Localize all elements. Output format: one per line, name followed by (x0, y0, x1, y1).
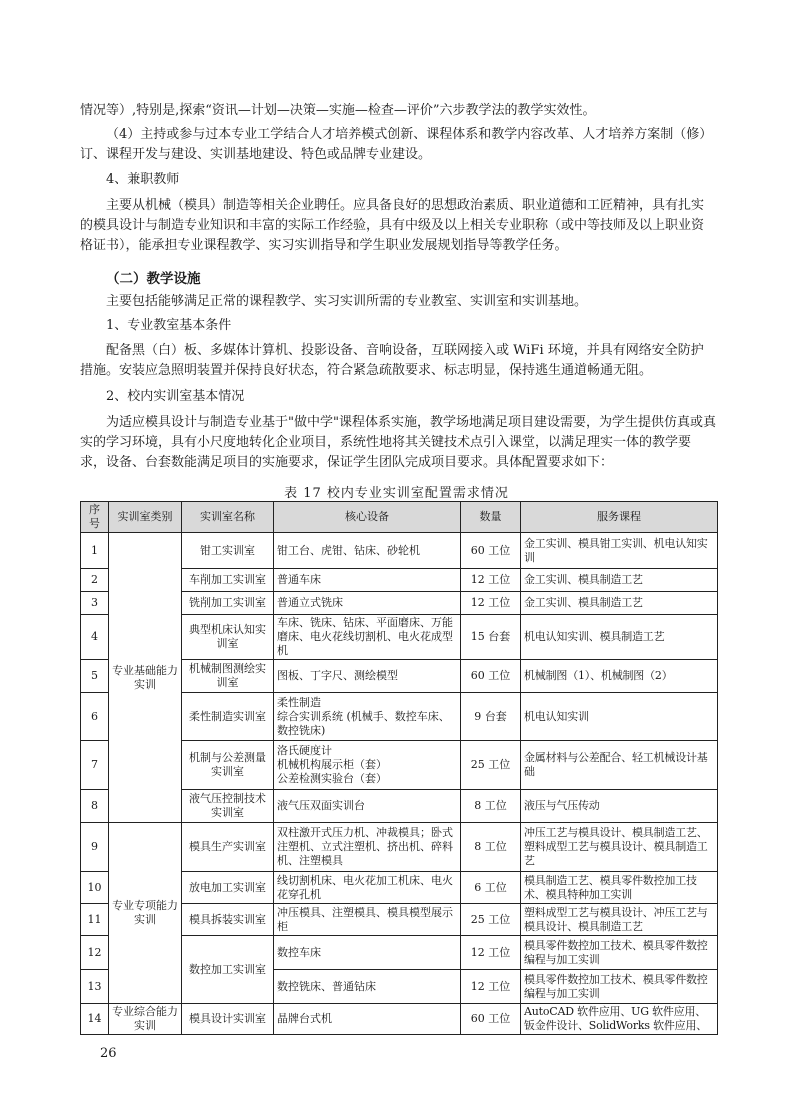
section-heading-teaching-facilities: （二）教学设施 (106, 271, 201, 287)
cell-courses: 金属材料与公差配合、轻工机械设计基础 (521, 741, 718, 790)
header-core-equipment: 核心设备 (274, 502, 461, 533)
cell-room-name: 放电加工实训室 (182, 872, 274, 904)
cell-courses: 模具零件数控加工技术、模具零件数控编程与加工实训 (521, 936, 718, 970)
cell-room-name: 典型机床认知实训室 (182, 615, 274, 660)
cell-no: 5 (81, 660, 109, 693)
cell-no: 6 (81, 693, 109, 741)
cell-courses: 金工实训、模具制造工艺 (521, 592, 718, 615)
cell-courses: 冲压工艺与模具设计、模具制造工艺、塑料成型工艺与模具设计、模具制造工艺 (521, 823, 718, 872)
table-header-row (81, 502, 718, 533)
cell-equipment: 普通车床 (274, 569, 461, 592)
cell-equipment: 洛氏硬度计 机械机构展示柜（套） 公差检测实验台（套） (274, 741, 461, 790)
cell-equipment: 数控铣床、普通钻床 (274, 970, 461, 1004)
table-row (81, 823, 718, 872)
cell-no: 9 (81, 823, 109, 872)
cell-quantity: 12 工位 (461, 936, 521, 970)
cell-category: 专业综合能力实训 (109, 1004, 182, 1035)
header-no: 序号 (81, 502, 109, 533)
cell-equipment: 车床、铣床、钻床、平面磨床、万能磨床、电火花线切割机、电火花成型机 (274, 615, 461, 660)
paragraph-1: 情况等）,特别是,探索“资讯—计划—决策—实施—检查—评价”六步教学法的教学实效性。 (80, 103, 596, 118)
paragraph-classroom-conditions: 配备黑（白）板、多媒体计算机、投影设备、音响设备，互联网接入或 WiFi 环境，并具有网络安全防护措施。安装应急照明装置并保持良好状态，符合紧急疏散要求、标志明显，保持逃生通道畅通无阻。 (80, 343, 704, 378)
cell-courses: 机械制图（1）、机械制图（2） (521, 660, 718, 693)
cell-quantity: 60 工位 (461, 1004, 521, 1035)
cell-room-name: 车削加工实训室 (182, 569, 274, 592)
cell-no: 7 (81, 741, 109, 790)
cell-room-name: 铣削加工实训室 (182, 592, 274, 615)
cell-room-name: 模具拆装实训室 (182, 904, 274, 936)
header-room-name: 实训室名称 (182, 502, 274, 533)
header-category: 实训室类别 (109, 502, 182, 533)
cell-category: 专业基础能力实训 (109, 533, 182, 823)
cell-quantity: 6 工位 (461, 872, 521, 904)
cell-courses: 液压与气压传动 (521, 790, 718, 823)
cell-quantity: 15 台套 (461, 615, 521, 660)
cell-courses: AutoCAD 软件应用、UG 软件应用、钣金件设计、SolidWorks 软件应用、 (521, 1004, 718, 1035)
cell-equipment: 液气压双面实训台 (274, 790, 461, 823)
cell-courses: 机电认知实训 (521, 693, 718, 741)
cell-room-name: 数控加工实训室 (182, 936, 274, 1004)
cell-category: 专业专项能力实训 (109, 823, 182, 1004)
cell-no: 1 (81, 533, 109, 569)
cell-room-name: 钳工实训室 (182, 533, 274, 569)
cell-room-name: 柔性制造实训室 (182, 693, 274, 741)
paragraph-2: （4）主持或参与过本专业工学结合人才培养模式创新、课程体系和教学内容改革、人才培养方案制（修）订、课程开发与建设、实训基地建设、特色或品牌专业建设。 (80, 127, 713, 162)
cell-no: 11 (81, 904, 109, 936)
cell-equipment: 晶牌台式机 (274, 1004, 461, 1035)
cell-courses: 塑料成型工艺与模具设计、冲压工艺与模具设计、模具制造工艺 (521, 904, 718, 936)
cell-quantity: 60 工位 (461, 533, 521, 569)
cell-courses: 模具零件数控加工技术、模具零件数控编程与加工实训 (521, 970, 718, 1004)
cell-no: 2 (81, 569, 109, 592)
cell-equipment: 图板、丁字尺、测绘模型 (274, 660, 461, 693)
heading-part-time-teachers: 4、兼职教师 (106, 172, 180, 187)
cell-room-name: 模具生产实训室 (182, 823, 274, 872)
cell-quantity: 60 工位 (461, 660, 521, 693)
cell-room-name: 机械制图测绘实训室 (182, 660, 274, 693)
cell-equipment: 柔性制造 综合实训系统 (机械手、数控车床、数控铣床) (274, 693, 461, 741)
cell-no: 4 (81, 615, 109, 660)
cell-quantity: 8 工位 (461, 823, 521, 872)
paragraph-part-time-teachers: 主要从机械（模具）制造等相关企业聘任。应具备良好的思想政治素质、职业道德和工匠精神，具有扎实的模具设计与制造专业知识和丰富的实际工作经验，具有中级及以上相关专业职称（或中等技师及以上职业资格证书），能承担专业课程教学、实习实训指导和学生职业发展规划指导等教学任务。 (80, 198, 705, 253)
cell-quantity: 25 工位 (461, 741, 521, 790)
cell-room-name: 机制与公差测量实训室 (182, 741, 274, 790)
cell-no: 10 (81, 872, 109, 904)
cell-courses: 机电认知实训、模具制造工艺 (521, 615, 718, 660)
cell-quantity: 9 台套 (461, 693, 521, 741)
cell-equipment: 普通立式铣床 (274, 592, 461, 615)
cell-no: 13 (81, 970, 109, 1004)
heading-training-rooms: 2、校内实训室基本情况 (106, 389, 245, 404)
table-row (81, 533, 718, 569)
cell-no: 8 (81, 790, 109, 823)
cell-equipment: 数控车床 (274, 936, 461, 970)
cell-quantity: 12 工位 (461, 569, 521, 592)
cell-equipment: 双柱激开式压力机、冲裁模具；卧式注塑机、立式注塑机、挤出机、碎料机、注塑模具 (274, 823, 461, 872)
cell-courses: 模具制造工艺、模具零件数控加工技术、模具特种加工实训 (521, 872, 718, 904)
cell-equipment: 冲压模具、注塑模具、模具模型展示柜 (274, 904, 461, 936)
cell-room-name: 模具设计实训室 (182, 1004, 274, 1035)
cell-room-name: 液气压控制技术实训室 (182, 790, 274, 823)
cell-quantity: 8 工位 (461, 790, 521, 823)
header-quantity: 数量 (461, 502, 521, 533)
training-room-table (80, 501, 718, 1035)
table-caption: 表 17 校内专业实训室配置需求情况 (284, 486, 509, 501)
cell-equipment: 线切割机床、电火花加工机床、电火花穿孔机 (274, 872, 461, 904)
cell-no: 14 (81, 1004, 109, 1035)
cell-quantity: 25 工位 (461, 904, 521, 936)
cell-quantity: 12 工位 (461, 970, 521, 1004)
header-courses: 服务课程 (521, 502, 718, 533)
cell-courses: 金工实训、模具制造工艺 (521, 569, 718, 592)
page-number: 26 (100, 1046, 117, 1061)
cell-quantity: 12 工位 (461, 592, 521, 615)
paragraph-facilities-intro: 主要包括能够满足正常的课程教学、实习实训所需的专业教室、实训室和实训基地。 (106, 294, 588, 309)
heading-classroom-conditions: 1、专业教室基本条件 (106, 318, 232, 333)
paragraph-training-rooms: 为适应模具设计与制造专业基于"做中学"课程体系实施，教学场地满足项目建设需要，为学生提供仿真或真实的学习环境，具有小尺度地转化企业项目，系统性地将其关键技术点引入课堂，以满足理实一体的教学要求，设备、台套数能满足项目的实施要求，保证学生团队完成项目要求。具体配置要求如下： (80, 415, 716, 470)
cell-courses: 金工实训、模具钳工实训、机电认知实训 (521, 533, 718, 569)
table-row (81, 1004, 718, 1035)
cell-no: 12 (81, 936, 109, 970)
cell-equipment: 钳工台、虎钳、钻床、砂轮机 (274, 533, 461, 569)
cell-no: 3 (81, 592, 109, 615)
